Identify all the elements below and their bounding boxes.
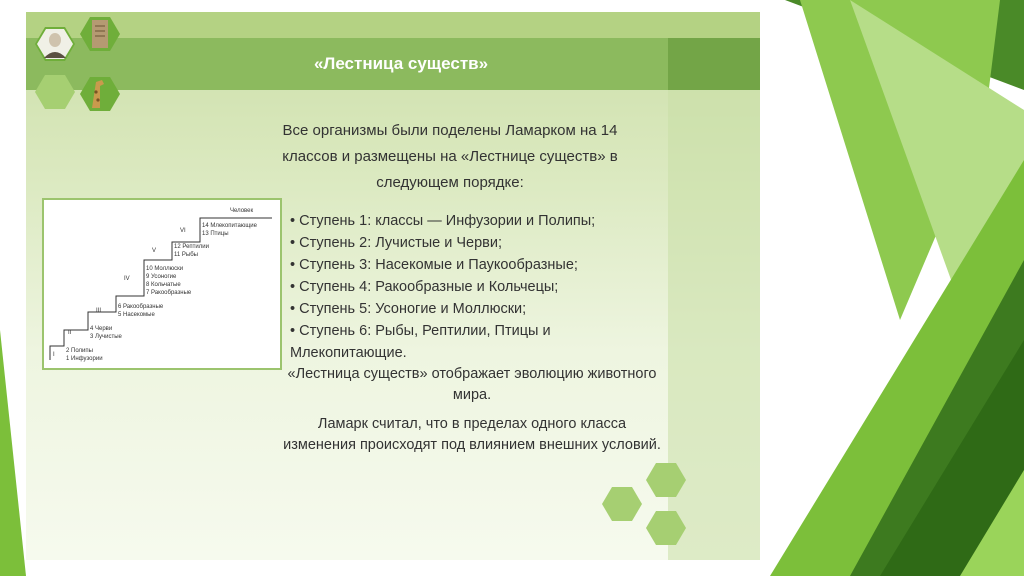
ladder-diagram [42,198,282,370]
ladder-roman-5: V [152,248,157,254]
giraffe-icon [80,77,120,111]
ladder-top-label: Человек [230,208,254,214]
ladder-roman-6: VI [180,228,186,234]
top-band [26,12,760,38]
conclusion-text: «Лестница существ» отображает эволюцию животного мира. [287,366,657,403]
ladder-entry: 3 Лучистые [90,334,122,340]
ladder-drawing [44,200,280,368]
lamarck-view-text: Ламарк считал, что в пределах одного класса изменения происходят под влиянием внешних условий. [283,416,661,453]
ladder-entry: 9 Усоногие [146,274,177,280]
ladder-entry: 1 Инфузории [66,356,103,362]
list-item: • Ступень 3: Насекомые и Паукообразные; [290,257,578,273]
book-cover-icon [80,17,120,51]
list-item: • Ступень 2: Лучистые и Черви; [290,235,502,251]
title-bar-accent [668,38,760,90]
ladder-roman-2: II [68,330,72,336]
lamarck-portrait-icon [35,27,75,61]
ladder-entry: 12 Рептилии [174,244,209,250]
ladder-roman-4: IV [124,276,130,282]
list-item: • Ступень 5: Усоногие и Моллюски; [290,301,527,317]
ladder-entry: 4 Черви [90,326,113,332]
ladder-entry: 6 Ракообразные [118,304,164,310]
ladder-entry: 13 Птицы [202,231,229,237]
hexagon-decoration [596,452,706,556]
step-list [290,210,670,364]
ladder-entry: 11 Рыбы [174,252,198,258]
ladder-roman-3: III [96,308,102,314]
list-item: • Ступень 6: Рыбы, Рептилии, Птицы и Млекопитающие. [290,323,551,361]
intro-text: Все организмы были поделены Ламарком на 14 классов и размещены на «Лестнице существ» в следующем порядке: [282,122,618,191]
slide-title: «Лестница существ» [313,54,489,73]
ladder-entry: 14 Млекопитающие [202,223,257,229]
hexagon-pictures [26,12,136,116]
ladder-entry: 2 Полипы [66,348,93,354]
ladder-entry: 7 Ракообразные [146,290,192,296]
ladder-entry: 10 Моллюски [146,266,184,272]
list-item: • Ступень 1: классы — Инфузории и Полипы; [290,213,596,229]
ladder-roman-1: I [53,352,55,358]
ladder-entry: 5 Насекомые [118,312,155,318]
list-item: • Ступень 4: Ракообразные и Кольчецы; [290,279,559,295]
ladder-entry: 8 Кольчатые [146,282,181,288]
